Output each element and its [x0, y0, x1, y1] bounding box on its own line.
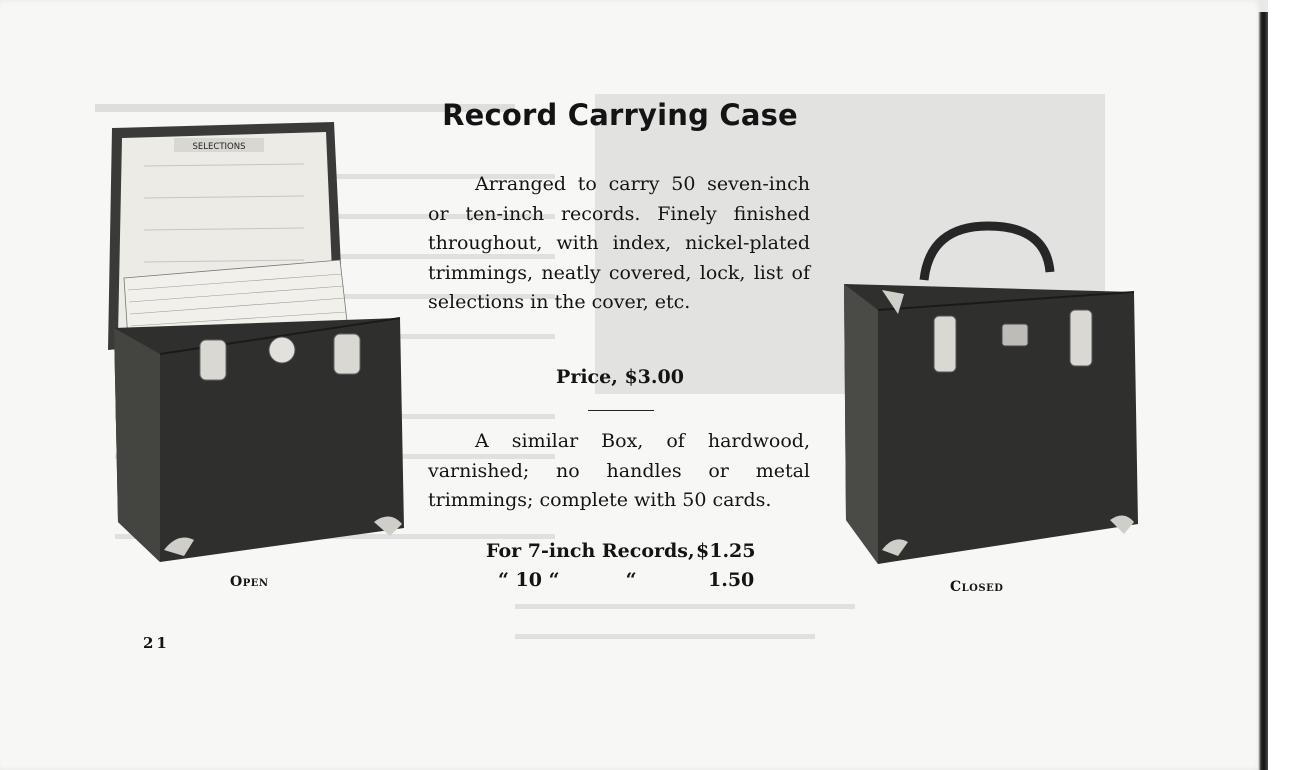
open-case-illustration [104, 118, 414, 578]
book-spine [1258, 12, 1268, 770]
lid-selections-label: SELECTIONS [192, 142, 246, 152]
case-price: Price, $3.00 [556, 366, 684, 388]
price-row [486, 569, 756, 598]
price-row-label: For 7-inch Records, [486, 540, 695, 562]
price-table [486, 540, 756, 598]
price-row-value: 1.50 [708, 569, 755, 591]
open-caption: Open [230, 574, 269, 590]
similar-box-description: A similar Box, of hardwood, varnished; no handles or metal trimmings; complete with 50 cards. [428, 430, 810, 511]
price-row-label: “ 10 “ “ [498, 569, 637, 591]
closed-caption: Closed [950, 579, 1004, 595]
page-number: 21 [143, 634, 170, 652]
section-divider [588, 410, 654, 411]
page-title: Record Carrying Case [442, 98, 798, 132]
scan-margin [1268, 0, 1311, 770]
price-row [486, 540, 756, 569]
closed-case-illustration [838, 220, 1144, 580]
case-description: Arranged to carry 50 seven-inch or ten-inch records. Finely finished throughout, with index, nickel-plated trimmings, neatly covered, lock, list of selections in the cover, etc. [428, 173, 810, 313]
price-row-value: $1.25 [696, 540, 756, 562]
